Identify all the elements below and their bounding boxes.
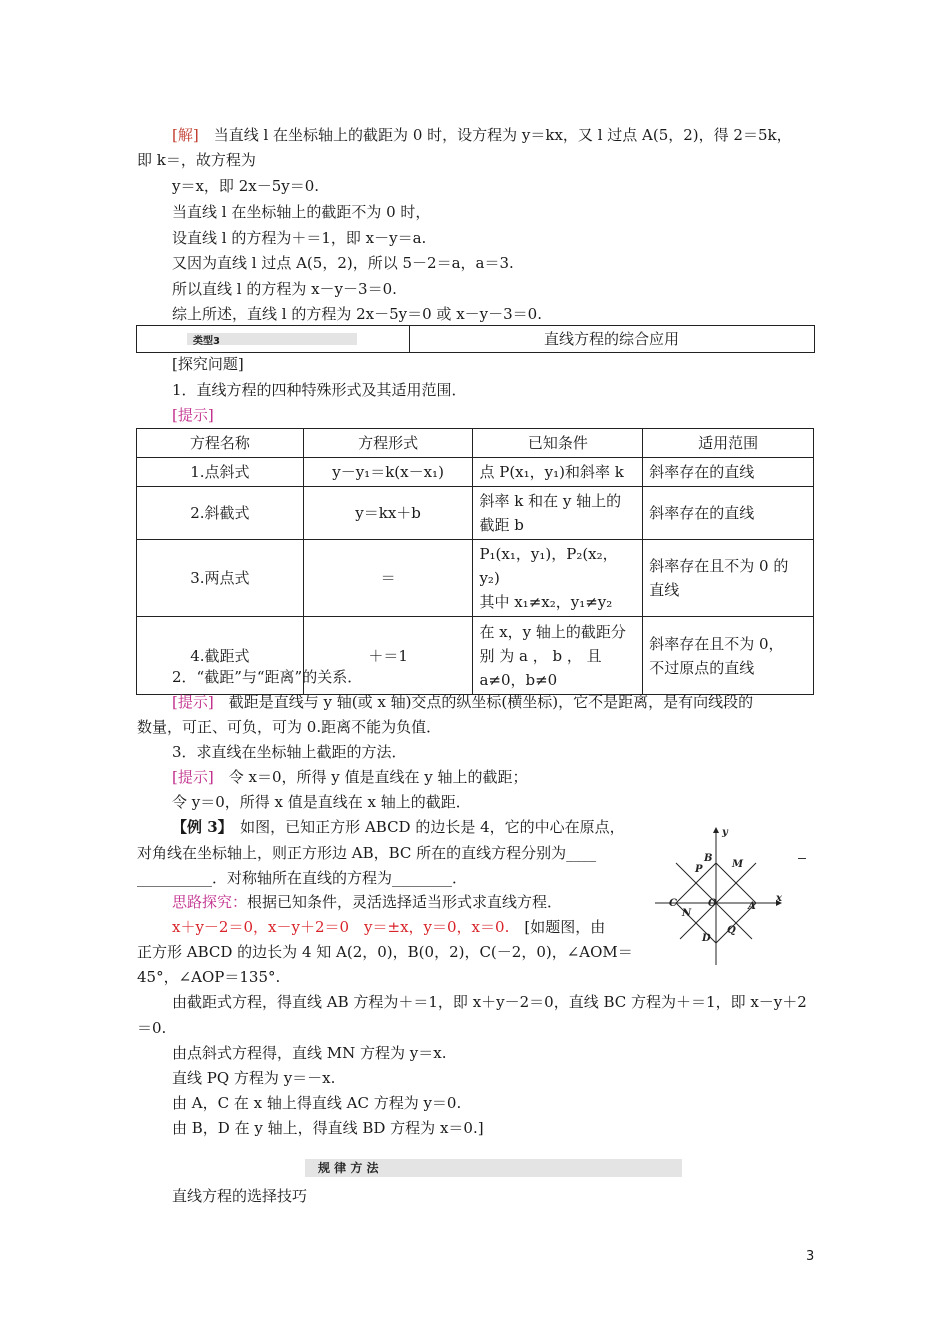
condition-line: 点 P(x₁，y₁)和斜率 k [479,463,624,481]
condition-line: 在 x，y 轴上的截距分 [479,622,626,641]
example-line-6: 45°，∠AOP＝135°. [137,968,281,986]
range-line: 斜率存在的直线 [649,504,755,522]
question-2-answer-line-1 [172,692,753,712]
example-line-1 [172,817,625,837]
range-line: 斜率存在且不为 0， [649,634,784,653]
form-expression: ＋＝1 [303,617,473,695]
form-range [643,487,814,540]
hint-3: [提示] [172,768,214,786]
form-name: 2.斜截式 [137,487,304,540]
form-expression: y＝kx＋b [303,487,473,540]
condition-line: 别 为 a ， b ， 且 [479,646,602,665]
label-x: x [776,893,782,904]
question-3-answer-line-1 [172,767,528,787]
label-m: M [732,859,744,870]
table-row [137,458,814,487]
label-a: A [748,901,756,912]
label-q: Q [727,925,736,936]
question-2: 2．“截距”与“距离”的关系． [172,668,363,686]
form-name: 4.截距式 [137,617,304,695]
example-line-8: ＝0. [137,1019,167,1037]
form-range [643,458,814,487]
hint-1: [提示] [172,406,214,424]
method-text: 直线方程的选择技巧 [172,1187,308,1205]
label-d: D [702,933,711,944]
section-header [136,325,815,353]
solution-line-7: 所以直线 l 的方程为 x－y－3＝0. [172,280,397,298]
range-line: 斜率存在的直线 [649,463,755,481]
label-n: N [682,908,692,919]
section-badge-cell [137,326,410,352]
label-b: B [704,853,713,864]
answer-text: 截距是直线与 y 轴(或 x 轴)交点的纵坐标(横坐标)，它不是距离，是有向线段的 [213,693,754,711]
answer-line [172,917,605,937]
method-banner: 规 律 方 法 [318,1161,379,1175]
table-row [137,487,814,540]
margin-dash [798,858,806,859]
forms-table [136,428,814,695]
solution-tag: [解] [172,126,199,144]
example-line-10: 直线 PQ 方程为 y＝－x. [172,1069,336,1087]
solution-line-6: 又因为直线 l 过点 A(5，2)，所以 5－2＝a，a＝3. [172,254,514,272]
think-label: 思路探究： [172,893,248,911]
solution-line-5: 设直线 l 的方程为＋＝1，即 x－y＝a. [172,229,427,247]
example-line-9: 由点斜式方程得，直线 MN 方程为 y＝x. [172,1044,447,1062]
label-y: y [722,827,728,838]
form-expression: ＝ [303,540,473,617]
form-name: 3.两点式 [137,540,304,617]
label-p: P [695,864,703,875]
example-line-2: 对角线在坐标轴上，则正方形边 AB，BC 所在的直线方程分别为____ [137,844,597,862]
solution-text: 当直线 l 在坐标轴上的截距为 0 时，设方程为 y＝kx，又 l 过点 A(5，2)，得 2＝5k， [198,126,792,144]
example-label: 【例 3】 [172,818,226,836]
form-condition [473,617,643,695]
example-text: 如图，已知正方形 ABCD 的边长是 4，它的中心在原点， [225,818,625,836]
solution-line-8: 综上所述，直线 l 的方程为 2x－5y＝0 或 x－y－3＝0. [172,305,542,323]
form-condition [473,487,643,540]
example-line-12: 由 B，D 在 y 轴上，得直线 BD 方程为 x＝0.] [172,1119,484,1137]
page-number: 3 [806,1249,815,1264]
question-3-answer-line-2: 令 y＝0，所得 x 值是直线在 x 轴上的截距． [172,793,471,811]
condition-line: a≠0，b≠0 [479,670,558,689]
hint-2: [提示] [172,693,214,711]
range-line: 直线 [649,581,680,599]
explore-heading: [探究问题] [172,355,244,373]
square-diagram [650,825,790,967]
table-header: 方程形式 [303,429,473,458]
example-answer: x＋y－2＝0，x－y＋2＝0 y＝±x，y＝0，x＝0. [172,918,510,936]
range-line: 斜率存在且不为 0 的 [649,557,789,575]
section-badge: 类型3 [193,336,220,347]
example-line-11: 由 A，C 在 x 轴上得直线 AC 方程为 y＝0. [172,1094,462,1112]
answer-text: 令 x＝0，所得 y 值是直线在 y 轴上的截距； [213,768,528,786]
condition-line: 截距 b [479,516,524,534]
form-condition [473,540,643,617]
solution-line-3: y＝x，即 2x－5y＝0. [172,177,320,195]
condition-line: P₁(x₁，y₁)，P₂(x₂，y₂) [479,545,618,587]
section-title: 直线方程的综合应用 [543,330,679,348]
solution-line-4: 当直线 l 在坐标轴上的截距不为 0 时， [172,203,431,221]
question-2-answer-line-2: 数量，可正、可负，可为 0.距离不能为负值． [137,718,442,736]
form-expression: y－y₁＝k(x－x₁) [303,458,473,487]
range-line: 不过原点的直线 [649,658,755,677]
form-range [643,540,814,617]
solution-line-1 [172,125,792,145]
answer-rest: [如题图，由 [509,918,606,936]
question-3: 3．求直线在坐标轴上截距的方法． [172,743,407,761]
condition-line: 斜率 k 和在 y 轴上的 [479,492,622,510]
solution-line-2: 即 k＝，故方程为 [137,151,256,169]
question-1: 1．直线方程的四种特殊形式及其适用范围． [172,381,467,399]
table-header: 方程名称 [137,429,304,458]
think-line [172,892,562,912]
condition-line: 其中 x₁≠x₂，y₁≠y₂ [479,593,613,611]
form-condition [473,458,643,487]
form-range [643,617,814,695]
table-header: 适用范围 [643,429,814,458]
label-o: O [708,898,717,909]
form-name: 1.点斜式 [137,458,304,487]
example-line-3: __________．对称轴所在直线的方程为________． [137,869,468,887]
table-row [137,540,814,617]
line-mn [680,863,756,939]
think-text: 根据已知条件，灵活选择适当形式求直线方程． [247,893,563,911]
label-c: C [669,898,677,909]
example-line-7: 由截距式方程，得直线 AB 方程为＋＝1，即 x＋y－2＝0，直线 BC 方程为＋＝1，即 x－y＋2 [172,993,807,1011]
example-line-5: 正方形 ABCD 的边长为 4 知 A(2，0)，B(0，2)，C(－2，0)，∠AOM＝ [137,943,633,961]
table-header-row [137,429,814,458]
y-axis-arrow [713,827,719,833]
table-header: 已知条件 [473,429,643,458]
